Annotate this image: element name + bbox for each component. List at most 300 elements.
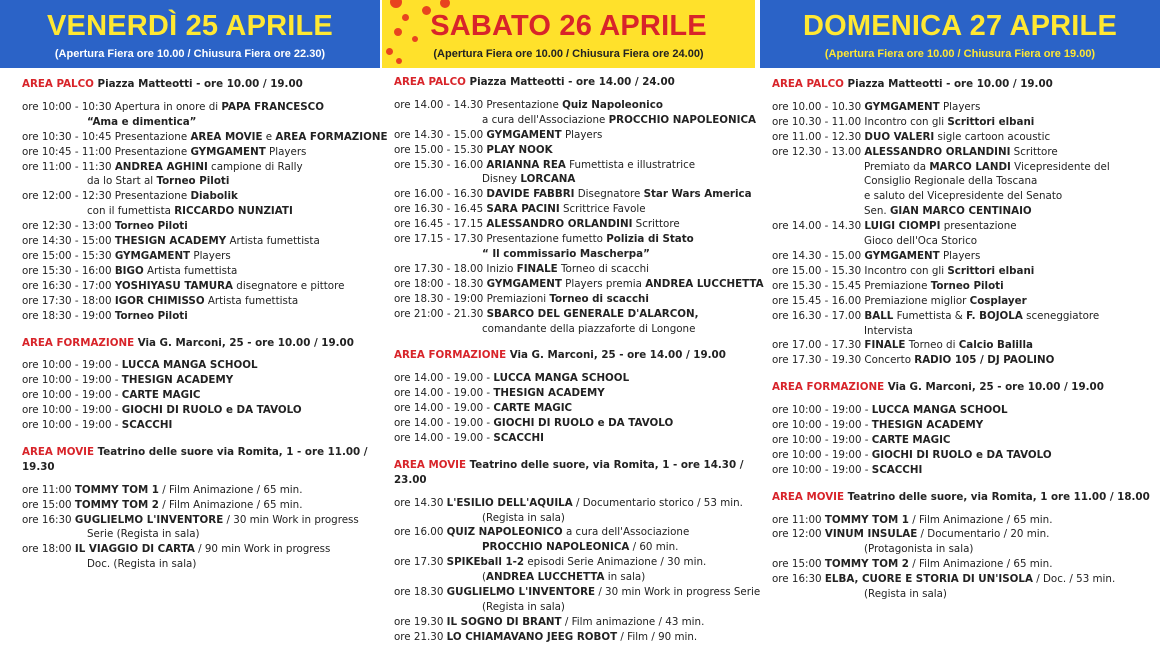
- schedule-entry: [394, 98, 755, 113]
- entry-highlight: DAVIDE FABBRI: [486, 188, 575, 201]
- schedule-entry: [22, 542, 380, 557]
- entry-text: ore 10:30 - 10:45 Presentazione: [22, 130, 191, 143]
- entry-text: ore 17.30 - 19.30 Concerto: [772, 354, 915, 367]
- schedule-entry: [772, 542, 1160, 557]
- entry-highlight: ANDREA LUCCHETTA: [645, 277, 764, 290]
- entry-text: ore 14.30 - 15.00: [772, 249, 865, 262]
- section-heading: [772, 77, 1160, 92]
- schedule-entry: [772, 587, 1160, 602]
- entry-text: / Film Animazione / 65 min.: [908, 513, 1053, 526]
- section-heading: [22, 445, 380, 475]
- entry-text: Players: [561, 128, 603, 141]
- entry-highlight: PROCCHIO NAPOLEONICA: [608, 113, 756, 126]
- entry-text: (Regista in sala): [864, 588, 947, 601]
- schedule-entry: [394, 540, 755, 555]
- entry-text: Torneo di scacchi: [557, 262, 650, 275]
- entry-text: ore 10:00 - 19:00 -: [22, 374, 122, 387]
- day-title: VENERDÌ 25 APRILE: [47, 10, 333, 42]
- schedule-entry: [394, 202, 755, 217]
- heading-gap: [772, 505, 1160, 513]
- entry-text: ore 10:00 - 19:00 -: [772, 419, 872, 432]
- schedule-entry: [22, 557, 380, 572]
- entry-highlight: CARTE MAGIC: [121, 389, 201, 402]
- entry-text: Intervista: [864, 324, 913, 337]
- entry-text: ore 14:30 - 15:00: [22, 235, 115, 248]
- entry-text: ore 16.30 - 16.45: [394, 203, 487, 216]
- section-tag: AREA MOVIE: [22, 445, 95, 458]
- section-heading: [394, 75, 755, 90]
- schedule-entry: [394, 143, 755, 158]
- entry-text: comandante della piazzaforte di Longone: [482, 322, 696, 335]
- schedule-entry: [772, 100, 1160, 115]
- entry-text: (Protagonista in sala): [864, 543, 974, 556]
- schedule-entry: [394, 431, 755, 446]
- entry-text: ore 14.00 - 19.00 -: [394, 417, 494, 430]
- schedule-entry: [394, 496, 755, 511]
- entry-text: ore 10:00 - 19:00 -: [772, 463, 872, 476]
- schedule-entry: [772, 513, 1160, 528]
- entry-text: ore 19.30: [394, 615, 447, 628]
- entry-text: ore 10:00 - 19:00 -: [22, 389, 122, 402]
- schedule-entry: [394, 113, 755, 128]
- entry-text: ore 18:00 - 18.30: [394, 277, 487, 290]
- entry-text: presentazione: [940, 220, 1017, 233]
- schedule-entry: [22, 513, 380, 528]
- section-tag: AREA PALCO: [772, 78, 844, 90]
- column-saturday: [382, 0, 764, 643]
- entry-text: ore 21.30: [394, 630, 447, 643]
- entry-text: Disegnatore: [574, 188, 644, 201]
- entry-text: Artista fumettista: [226, 235, 320, 248]
- entry-text: ore 16:30: [22, 513, 75, 526]
- day-header-saturday: [382, 0, 755, 68]
- schedule-entry: [22, 145, 380, 160]
- schedule-entry: [22, 483, 380, 498]
- entry-text: ore 17.30: [394, 556, 447, 569]
- section-location: Via G. Marconi, 25 - ore 10.00 / 19.00: [134, 336, 354, 349]
- entry-text: in sala): [604, 571, 646, 584]
- entry-highlight: SARA PACINI: [486, 203, 560, 216]
- entry-text: ore 14.00 - 19.00 -: [394, 387, 494, 400]
- entry-text: ore 10:00 - 19:00 -: [772, 433, 872, 446]
- entry-highlight: Star Wars America: [643, 188, 752, 201]
- entry-highlight: VINUM INSULAE: [824, 528, 918, 541]
- schedule-entry: [394, 128, 755, 143]
- section-location: Piazza Matteotti - ore 10.00 / 19.00: [93, 78, 303, 90]
- entry-text: ore 15.00 - 15.30 Incontro con gli: [772, 264, 948, 277]
- entry-text: ore 14.30 - 15.00: [394, 128, 487, 141]
- entry-text: / Film / 90 min.: [617, 630, 698, 643]
- schedule-entry: [394, 158, 755, 173]
- entry-highlight: IL SOGNO DI BRANT: [446, 615, 562, 628]
- entry-highlight: ARIANNA REA: [486, 158, 566, 171]
- entry-text: da lo Start al: [87, 175, 157, 188]
- schedule-entry: [394, 600, 755, 615]
- entry-highlight: LORCANA: [520, 173, 576, 186]
- section-tag: AREA PALCO: [394, 76, 466, 88]
- entry-text: ore 11.00 - 12.30: [772, 130, 865, 143]
- entry-text: ore 15.30 - 16.00: [394, 158, 487, 171]
- entry-highlight: DUO VALERI: [864, 130, 935, 143]
- entry-text: Gioco dell'Oca Storico: [864, 235, 978, 248]
- schedule-entry: [394, 511, 755, 526]
- entry-text: ore 16.00 - 16.30: [394, 188, 487, 201]
- section-location: Teatrino delle suore via Romita, 1 - ore 11.00 / 19.30: [22, 445, 368, 473]
- schedule-entry: [772, 249, 1160, 264]
- schedule-entry: [22, 373, 380, 388]
- entry-text: disegnatore e pittore: [233, 279, 345, 292]
- entry-highlight: TOMMY TOM 1: [74, 483, 159, 496]
- entry-text: ore 18.30: [394, 586, 447, 599]
- section-tag: AREA FORMAZIONE: [394, 349, 507, 362]
- section-gap: [772, 478, 1160, 490]
- entry-text: / Doc. / 53 min.: [1032, 573, 1116, 586]
- schedule-entry: [394, 386, 755, 401]
- entry-text: / Film Animazione / 65 min.: [158, 483, 303, 496]
- entry-text: / Documentario storico / 53 min.: [572, 496, 743, 509]
- entry-text: Serie (Regista in sala): [87, 528, 200, 541]
- entry-highlight: IGOR CHIMISSO: [114, 294, 205, 307]
- section-gap: [772, 368, 1160, 380]
- entry-text: Scrittore: [1010, 145, 1058, 158]
- schedule-entry: [22, 264, 380, 279]
- schedule-entry: [22, 204, 380, 219]
- entry-text: ore 16:30 - 17:00: [22, 279, 115, 292]
- section-location: Teatrino delle suore, via Romita, 1 ore 11.00 / 18.00: [844, 490, 1150, 503]
- entry-text: ore 18:00: [22, 543, 75, 556]
- entry-highlight: LUCCA MANGA SCHOOL: [871, 404, 1008, 417]
- entry-highlight: ELBA, CUORE E STORIA DI UN'ISOLA: [824, 573, 1033, 586]
- schedule-entry: [772, 418, 1160, 433]
- entry-text: ore 10:00 - 19:00 -: [22, 359, 122, 372]
- entry-highlight: GYMGAMENT: [486, 277, 562, 290]
- schedule-entry: [22, 388, 380, 403]
- entry-highlight: ALESSANDRO ORLANDINI: [864, 145, 1011, 158]
- entry-text: ore 14.00 - 19.00 -: [394, 402, 494, 415]
- entry-text: / 90 min Work in progress: [194, 543, 331, 556]
- section-heading: [772, 380, 1160, 395]
- entry-highlight: SCACCHI: [871, 463, 923, 476]
- entry-text: ore 12:30 - 13:00: [22, 220, 115, 233]
- schedule-entry: [772, 353, 1160, 368]
- section-tag: AREA MOVIE: [394, 458, 467, 471]
- schedule-entry: [772, 264, 1160, 279]
- entry-text: ore 17:30 - 18:00: [22, 294, 115, 307]
- entry-highlight: SBARCO DEL GENERALE D'ALARCON,: [486, 307, 699, 320]
- schedule-entry: [772, 160, 1160, 175]
- entry-text: ore 10:45 - 11:00 Presentazione: [22, 145, 191, 158]
- fair-hours: (Apertura Fiera ore 10.00 / Chiusura Fiera ore 24.00): [433, 48, 704, 60]
- day-title: DOMENICA 27 APRILE: [802, 10, 1118, 42]
- entry-highlight: Diabolik: [190, 190, 238, 203]
- entry-highlight: “Ama e dimentica”: [87, 115, 197, 128]
- entry-text: Scrittrice Favole: [559, 203, 646, 216]
- entry-text: ore 16.30 - 17.00: [772, 309, 865, 322]
- entry-text: Players: [190, 249, 231, 262]
- entry-highlight: FINALE: [864, 339, 906, 352]
- schedule-entry: [772, 338, 1160, 353]
- schedule-entry: [394, 555, 755, 570]
- section-gap: [394, 336, 755, 348]
- entry-highlight: QUIZ NAPOLEONICO: [446, 526, 563, 539]
- entry-text: ore 15.00 - 15.30: [394, 143, 487, 156]
- entry-highlight: THESIGN ACADEMY: [114, 235, 227, 248]
- entry-text: Players: [939, 100, 981, 113]
- schedule-entry: [22, 189, 380, 204]
- schedule-entry: [394, 292, 755, 307]
- schedule-entry: [22, 418, 380, 433]
- entry-text: con il fumettista: [87, 205, 175, 218]
- entry-highlight: THESIGN ACADEMY: [493, 387, 605, 400]
- entry-highlight: SPIKEball 1-2: [446, 556, 525, 569]
- entry-text: sigle cartoon acoustic: [934, 130, 1051, 143]
- schedule-entry: [394, 630, 755, 645]
- entry-text: Premiato da: [864, 160, 930, 173]
- schedule-entry: [22, 234, 380, 249]
- schedule-entry: [22, 498, 380, 513]
- entry-highlight: GUGLIELMO L'INVENTORE: [74, 513, 224, 526]
- entry-text: Torneo di: [905, 339, 959, 352]
- entry-highlight: THESIGN ACADEMY: [121, 374, 234, 387]
- schedule-entry: [772, 527, 1160, 542]
- section-heading: [394, 458, 755, 488]
- schedule-entry: [772, 448, 1160, 463]
- schedule-entry: [772, 234, 1160, 249]
- schedule-entry: [772, 324, 1160, 339]
- entry-text: episodi Serie Animazione / 30 min.: [524, 556, 707, 569]
- schedule-entry: [772, 572, 1160, 587]
- entry-text: Sen.: [864, 205, 890, 218]
- day-title: SABATO 26 APRILE: [430, 10, 707, 42]
- entry-text: ore 12:00 - 12:30 Presentazione: [22, 190, 191, 203]
- schedule-entry: [394, 371, 755, 386]
- schedule-entry: [772, 204, 1160, 219]
- schedule-entry: [22, 294, 380, 309]
- entry-text: ore 10:00 - 10:30 Apertura in onore di: [22, 100, 222, 113]
- entry-text: Players: [939, 249, 981, 262]
- fair-hours: (Apertura Fiera ore 10.00 / Chiusura Fiera ore 22.30): [54, 48, 326, 60]
- schedule-entry: [22, 309, 380, 324]
- section-location: Piazza Matteotti - ore 10.00 / 19.00: [843, 78, 1053, 90]
- day-header-sunday: [760, 0, 1160, 68]
- section-heading: [772, 490, 1160, 505]
- heading-gap: [772, 92, 1160, 100]
- section-heading: [394, 348, 755, 363]
- section-tag: AREA MOVIE: [772, 490, 845, 503]
- entry-text: (Regista in sala): [482, 601, 565, 613]
- entry-text: ore 10:00 - 19:00 -: [22, 404, 122, 417]
- entry-text: ore 12:00: [772, 528, 825, 541]
- schedule-body: [0, 68, 388, 572]
- entry-highlight: “ Il commissario Mascherpa”: [482, 247, 650, 260]
- entry-highlight: SCACCHI: [121, 419, 173, 432]
- day-header-friday: [0, 0, 380, 68]
- entry-text: ore 15:00: [22, 498, 75, 511]
- entry-text: ore 15:00: [772, 558, 825, 571]
- entry-text: (: [482, 571, 487, 584]
- entry-text: ore 14.00 - 14.30 Presentazione: [394, 98, 563, 111]
- heading-gap: [394, 363, 755, 371]
- entry-highlight: GYMGAMENT: [114, 249, 191, 262]
- schedule-entry: [772, 557, 1160, 572]
- entry-highlight: Cosplayer: [969, 294, 1027, 307]
- heading-gap: [394, 90, 755, 98]
- entry-highlight: ANDREA AGHINI: [114, 160, 208, 173]
- entry-highlight: L'ESILIO DELL'AQUILA: [446, 496, 573, 509]
- entry-text: Consiglio Regionale della Toscana: [864, 175, 1038, 188]
- entry-highlight: THESIGN ACADEMY: [871, 419, 984, 432]
- schedule-entry: [772, 145, 1160, 160]
- schedule-body: [760, 68, 1160, 602]
- entry-text: ore 15:00 - 15:30: [22, 249, 115, 262]
- entry-text: Fumettista &: [893, 309, 967, 322]
- schedule-entry: [22, 358, 380, 373]
- entry-text: ore 18:30 - 19:00: [22, 309, 115, 322]
- section-location: Teatrino delle suore, via Romita, 1 - ore 14.30 / 23.00: [394, 458, 744, 486]
- entry-highlight: GUGLIELMO L'INVENTORE: [446, 586, 596, 599]
- entry-text: ore 18.30 - 19:00 Premiazioni: [394, 292, 550, 305]
- entry-highlight: Calcio Balilla: [958, 339, 1033, 352]
- entry-text: / 30 min Work in progress Serie: [595, 586, 761, 599]
- section-tag: AREA FORMAZIONE: [22, 336, 135, 349]
- entry-highlight: Torneo Piloti: [114, 220, 188, 233]
- entry-highlight: LUCCA MANGA SCHOOL: [493, 372, 630, 385]
- entry-highlight: GYMGAMENT: [190, 145, 266, 158]
- entry-highlight: GYMGAMENT: [864, 100, 940, 113]
- heading-gap: [22, 350, 380, 358]
- fair-hours: (Apertura Fiera ore 10.00 / Chiusura Fiera ore 19.00): [824, 48, 1096, 60]
- schedule-entry: [22, 219, 380, 234]
- entry-highlight: ALESSANDRO ORLANDINI: [486, 218, 633, 231]
- section-gap: [22, 324, 380, 336]
- entry-text: Doc. (Regista in sala): [87, 558, 197, 571]
- entry-highlight: FINALE: [516, 262, 558, 275]
- entry-text: ore 14.30: [394, 496, 447, 509]
- entry-highlight: Scrittori elbani: [947, 115, 1035, 128]
- column-friday: [0, 0, 388, 625]
- schedule-entry: [394, 322, 755, 337]
- entry-text: ore 16.45 - 17.15: [394, 218, 487, 231]
- entry-text: ore 17.30 - 18.00 Inizio: [394, 262, 517, 275]
- schedule-entry: [22, 527, 380, 542]
- heading-gap: [394, 488, 755, 496]
- schedule-entry: [22, 249, 380, 264]
- schedule-entry: [772, 403, 1160, 418]
- entry-text: / Film Animazione / 65 min.: [908, 558, 1053, 571]
- schedule-entry: [394, 187, 755, 202]
- entry-text: ore 15.30 - 15.45 Premiazione: [772, 279, 931, 292]
- entry-highlight: Quiz Napoleonico: [562, 98, 663, 111]
- section-gap: [394, 446, 755, 458]
- entry-highlight: YOSHIYASU TAMURA: [114, 279, 234, 292]
- entry-text: ore 16.00: [394, 526, 447, 539]
- entry-text: Disney: [482, 173, 521, 186]
- schedule-entry: [22, 403, 380, 418]
- entry-text: / 30 min Work in progress: [223, 513, 359, 526]
- entry-highlight: CARTE MAGIC: [871, 433, 951, 446]
- entry-highlight: Polizia di Stato: [606, 233, 694, 246]
- entry-text: Players: [265, 145, 307, 158]
- entry-highlight: Torneo Piloti: [114, 309, 188, 322]
- section-location: Via G. Marconi, 25 - ore 10.00 / 19.00: [884, 381, 1104, 394]
- entry-text: / Film Animazione / 65 min.: [158, 498, 303, 511]
- entry-text: ore 14.00 - 19.00 -: [394, 431, 494, 444]
- entry-text: ore 21:00 - 21.30: [394, 307, 487, 320]
- schedule-entry: [772, 279, 1160, 294]
- entry-highlight: GYMGAMENT: [864, 249, 940, 262]
- entry-text: sceneggiatore: [1022, 309, 1100, 322]
- entry-highlight: GIOCHI DI RUOLO e DA TAVOLO: [493, 417, 674, 430]
- entry-text: ore 10:00 - 19:00 -: [772, 404, 872, 417]
- entry-highlight: BALL: [864, 309, 894, 322]
- entry-text: ore 11:00: [772, 513, 825, 526]
- entry-highlight: Torneo Piloti: [930, 279, 1004, 292]
- entry-text: Fumettista e illustratrice: [565, 158, 696, 171]
- schedule-entry: [22, 174, 380, 189]
- entry-text: / Documentario / 20 min.: [917, 528, 1050, 541]
- schedule-entry: [772, 294, 1160, 309]
- schedule-entry: [394, 416, 755, 431]
- heading-gap: [22, 92, 380, 100]
- entry-text: (Regista in sala): [482, 511, 565, 524]
- entry-text: ore 15.45 - 16.00 Premiazione miglior: [772, 294, 970, 307]
- schedule-entry: [772, 219, 1160, 234]
- schedule-entry: [394, 307, 755, 322]
- section-heading: [22, 77, 380, 92]
- entry-highlight: TOMMY TOM 2: [74, 498, 159, 511]
- section-location: Piazza Matteotti - ore 14.00 / 24.00: [465, 76, 675, 88]
- section-tag: AREA FORMAZIONE: [772, 381, 885, 394]
- section-gap: [22, 433, 380, 445]
- entry-highlight: F. BOJOLA: [966, 309, 1023, 322]
- entry-highlight: TOMMY TOM 1: [824, 513, 909, 526]
- schedule-entry: [22, 160, 380, 175]
- entry-text: ore 17.00 - 17.30: [772, 339, 865, 352]
- schedule-entry: [394, 232, 755, 247]
- entry-text: ore 10:00 - 19:00 -: [772, 448, 872, 461]
- schedule-entry: [22, 130, 388, 145]
- entry-text: a cura dell'Associazione: [562, 526, 690, 539]
- schedule-entry: [22, 100, 380, 115]
- entry-highlight: GIOCHI DI RUOLO e DA TAVOLO: [871, 448, 1052, 461]
- entry-highlight: PLAY NOOK: [486, 143, 553, 156]
- entry-highlight: CARTE MAGIC: [493, 402, 573, 415]
- entry-text: ore 14.00 - 19.00 -: [394, 372, 494, 385]
- entry-highlight: ANDREA LUCCHETTA: [486, 571, 605, 584]
- entry-text: a cura dell'Associazione: [482, 113, 609, 126]
- heading-gap: [772, 395, 1160, 403]
- entry-text: ore 12.30 - 13.00: [772, 145, 865, 158]
- entry-text: Artista fumettista: [143, 264, 238, 277]
- schedule-entry: [394, 217, 755, 232]
- schedule-entry: [394, 615, 755, 630]
- schedule-entry: [394, 277, 764, 292]
- entry-text: / Film animazione / 43 min.: [561, 615, 705, 628]
- schedule-entry: [772, 115, 1160, 130]
- entry-highlight: Torneo Piloti: [156, 175, 230, 188]
- entry-text: ore 11:00 - 11:30: [22, 160, 115, 173]
- entry-highlight: PAPA FRANCESCO: [221, 100, 324, 113]
- entry-highlight: IL VIAGGIO DI CARTA: [74, 543, 195, 556]
- entry-text: e saluto del Vicepresidente del Senato: [864, 190, 1063, 203]
- schedule-entry: [394, 262, 755, 277]
- entry-highlight: AREA MOVIE: [190, 130, 263, 143]
- entry-text: Players premia: [561, 277, 646, 290]
- schedule-entry: [772, 174, 1160, 189]
- entry-text: Scrittore: [632, 218, 680, 231]
- entry-highlight: AREA FORMAZIONE: [275, 130, 388, 143]
- entry-highlight: RADIO 105 / DJ PAOLINO: [914, 354, 1055, 367]
